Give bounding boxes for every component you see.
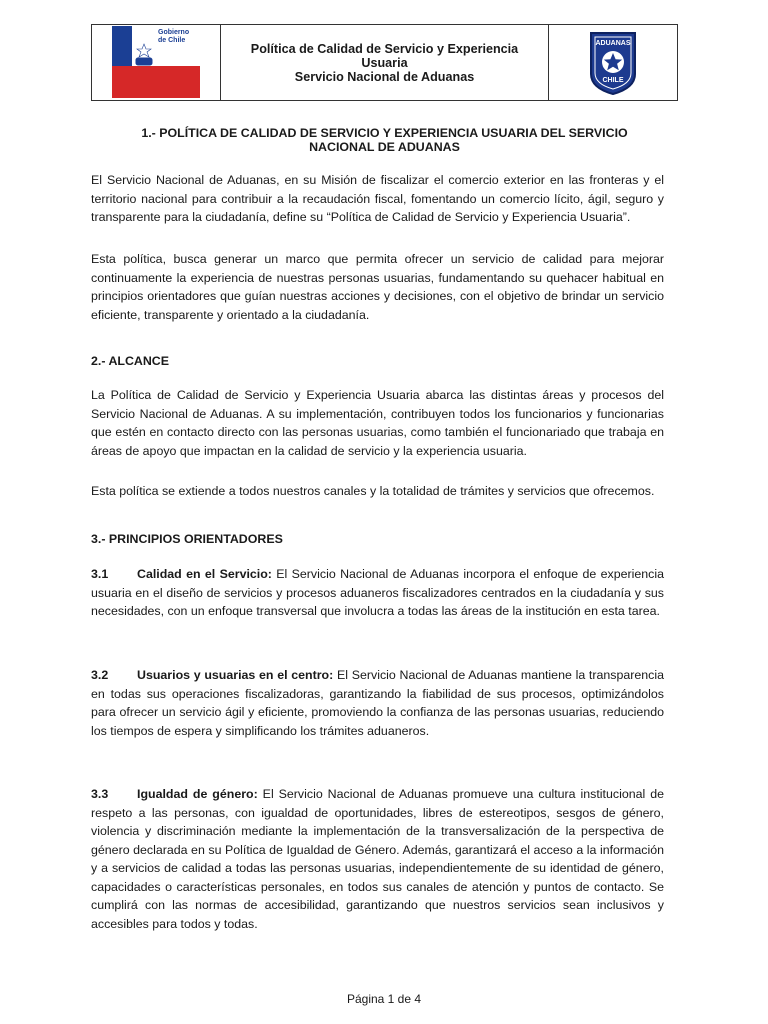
header-title-cell	[221, 25, 549, 100]
principle-3-1-number: 3.1	[91, 567, 109, 581]
header-title-line2: Usuaria	[361, 55, 408, 70]
section-1-paragraph-1: El Servicio Nacional de Aduanas, en su Misión de fiscalizar el comercio exterior en las fronteras y el territorio nacional para contribuir a la recaudación fiscal, fomentando un comercio lícito, ágil, seguro y transparente para la ciudadanía, define su “Política de Calidad de Servicio y Experiencia Usuaria”.	[91, 173, 664, 224]
aduanas-shield-logo	[588, 30, 638, 96]
principle-3-3-heading: Igualdad de género:	[137, 787, 258, 801]
principle-3-2-heading: Usuarios y usuarias en el centro:	[137, 668, 334, 682]
aduanas-logo-top-text: ADUANAS	[595, 39, 631, 47]
principle-3-2-number: 3.2	[91, 668, 109, 682]
section-2-title: 2.- ALCANCE	[91, 354, 170, 368]
header-title-line3: Servicio Nacional de Aduanas	[294, 69, 475, 84]
gobierno-logo-text-line2: de Chile	[158, 37, 186, 44]
document-header	[91, 24, 678, 101]
page-number: Página 1 de 4	[346, 992, 422, 1006]
gobierno-logo-text	[156, 29, 200, 49]
principle-3-2-body: El Servicio Nacional de Aduanas mantiene la transparencia en todas sus operaciones fiscalizadoras, garantizando la fiabilidad de sus procesos, optimizándolos para ofrecer un servicio ágil y eficiente, promoviendo la confianza de las personas usuarias, reduciendo los tiempos de espera y simplificando los trámites aduaneros.	[91, 668, 665, 738]
principle-3-1-body: El Servicio Nacional de Aduanas incorpora el enfoque de experiencia usuaria en el diseño de servicios y procesos aduaneros fiscalizadores centrados en la ciudadanía y sus necesidades, con un enfoque transversal que involucra a todas las áreas de la institución en esta tarea.	[91, 567, 664, 618]
section-1-title: 1.- POLÍTICA DE CALIDAD DE SERVICIO Y EXPERIENCIA USUARIA DEL SERVICIO NACIONAL DE ADUANAS	[141, 126, 628, 154]
gobierno-de-chile-logo	[112, 26, 200, 98]
section-1-paragraph-2: Esta política, busca generar un marco que permita ofrecer un servicio de calidad para mejorar continuamente la experiencia de nuestras personas usuarias, fundamentando su quehacer habitual en principios orientadores que guían nuestras acciones y decisiones, con el objetivo de brindar un servicio eficiente, transparente y orientado a la ciudadanía.	[91, 252, 664, 322]
header-logo-cell	[92, 25, 221, 100]
principle-3-3-number: 3.3	[91, 787, 109, 801]
section-3-title: 3.- PRINCIPIOS ORIENTADORES	[91, 532, 283, 546]
gobierno-logo-text-line1: Gobierno	[158, 29, 190, 36]
principle-3-1-heading: Calidad en el Servicio:	[137, 567, 272, 581]
principle-3-3-body: El Servicio Nacional de Aduanas promueve una cultura institucional de respeto a las personas, con igualdad de oportunidades, libres de estereotipos, sesgos de género, violencia y discriminación mediante la implementación de la transversalización de la perspectiva de género declarada en su Política de Igualdad de Género. Además, garantizará el acceso a la información y a servicios de calidad a todas las personas usuarias, independientemente de su identidad de género, capacidades o características personales, en todos sus canales de atención y puntos de contacto. Se cumplirá con las normas de accesibilidad, garantizando que nuestros servicios sean inclusivos y accesibles para todos y todas.	[91, 787, 664, 931]
section-2-paragraph-1: La Política de Calidad de Servicio y Experiencia Usuaria abarca las distintas áreas y procesos del Servicio Nacional de Aduanas. A su implementación, contribuyen todos los funcionarios y funcionarias que estén en contacto directo con las personas usuarias, como también el funcionariado que trabaja en áreas de apoyo que impactan en la calidad de servicio y la experiencia usuaria.	[91, 388, 664, 458]
principle-3-2	[91, 666, 664, 740]
section-2-paragraph-2: Esta política se extiende a todos nuestros canales y la totalidad de trámites y servicios que ofrecemos.	[91, 484, 655, 498]
principle-3-3	[91, 785, 664, 933]
aduanas-logo-bottom-text: CHILE	[602, 76, 624, 84]
header-title-line1: Política de Calidad de Servicio y Experiencia	[250, 41, 519, 56]
principle-3-1	[91, 565, 664, 621]
header-aduanas-logo-cell	[549, 25, 677, 100]
